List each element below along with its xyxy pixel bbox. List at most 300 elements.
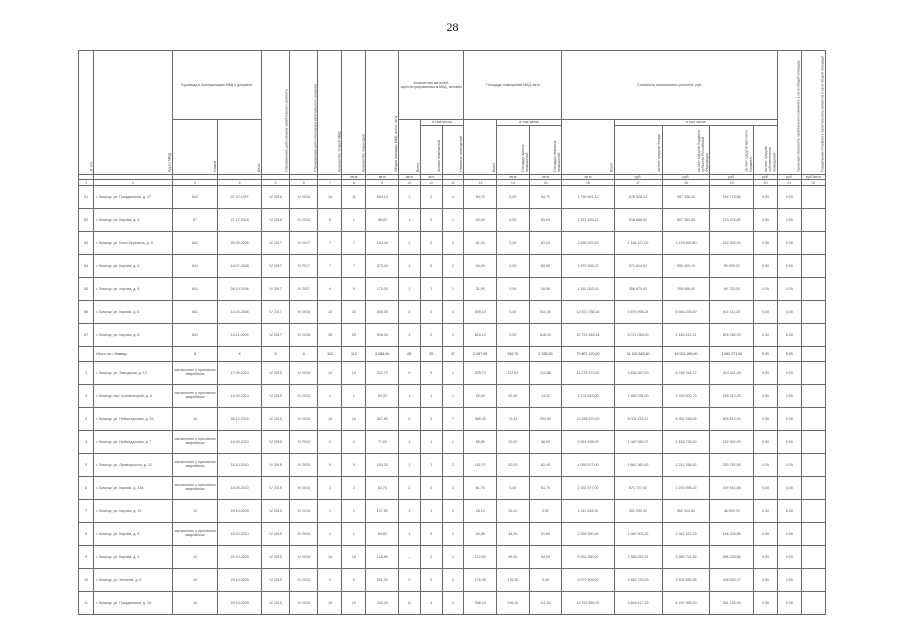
cell-c5: 0,00 [753,385,777,408]
cell-a2: 0,00 [497,255,530,278]
cell-c2: 302 290,32 [614,500,662,523]
cell-n: 1 [79,362,94,385]
cell-n: 63 [79,232,94,255]
cell-en: 16 [342,546,366,569]
cell-a1: 69,00 [464,209,497,232]
cell-r2: 2 [420,523,442,546]
cell-r3: 1 [442,546,464,569]
cell-u: 0,00 [777,255,801,278]
cell-fl: 19 [318,592,342,615]
cell-mat: 57 [172,209,218,232]
cell-c3: 1 436 735,00 [662,431,710,454]
cell-a1: 54,70 [464,186,497,209]
header-row-2 [79,120,826,126]
cell-start: IV 2015 [261,477,289,500]
cell-r1: 3 [399,324,421,347]
cell-c4: 200 762,50 [710,454,754,477]
cell-c2: 871 727,00 [614,477,662,500]
cell-r3: 4 [442,301,464,324]
cell-a1: 365,40 [464,408,497,431]
cell-r1: 1 [399,209,421,232]
unit-cell: кв.м [342,175,366,180]
total-row [79,347,826,362]
cell-c2: 1 040 303,32 [614,523,662,546]
cell-date: 18.10.2010 [218,454,262,477]
cell-end: IV 2016 [290,209,318,232]
cell-n: 66 [79,301,94,324]
unit-cell: руб./кв.м [801,175,825,180]
cell-r3: 2 [442,523,464,546]
cell-a2: 0,00 [497,477,530,500]
cell-addr: Итого по г. Бежецк [94,347,172,362]
cell-mat: 15 [172,408,218,431]
cell-limit [801,278,825,301]
cell-c4: 629 812,00 [710,408,754,431]
cell-u: 0,00 [777,477,801,500]
cell-r3: 2 [442,454,464,477]
cell-a1: 2 267,00 [464,347,497,362]
cell-start: IV 2016 [261,186,289,209]
table-row [79,569,826,592]
cell-a3: 61,70 [529,477,562,500]
header-residents: Количество жителей, зарегистрированных в МКД, человек [399,51,464,120]
cell-c3: 2 211 788,00 [662,454,710,477]
cell-c2: 1 116 127,00 [614,232,662,255]
cell-r2: 1 [420,500,442,523]
unit-cell: чел. [420,175,442,180]
table-row [79,500,826,523]
header-planned-end: Планируемая дата окончания капитального ремонта [290,51,318,175]
cell-c1: 12 721 645,44 [562,324,614,347]
header-commissioning: Год ввода в эксплуатацию МКД и документ [172,51,261,120]
cell-start: IV 2016 [261,209,289,232]
cell-c2: 4 664 417,25 [614,592,662,615]
cell-end: IV 2017 [290,255,318,278]
cell-n: 67 [79,324,94,347]
header-floors: Количество этажей МКД [318,51,342,175]
cell-mat: заключение о признании аварийным [172,454,218,477]
cell-fl: 1 [318,385,342,408]
cell-c3: 6 226 764,72 [662,362,710,385]
cell-mat: заключение о признании аварийным [172,362,218,385]
cell-r2: 1 [420,431,442,454]
cell-a3: 18,90 [529,278,562,301]
cell-date: Х [218,347,262,362]
cell-a1: 116,70 [464,454,497,477]
unit-cell: руб. [710,175,754,180]
cell-addr: г. Бежецк, ул. Нейштадтская, д. 7 [94,431,172,454]
cell-r2: 5 [420,408,442,431]
column-number: 9 [366,180,399,186]
unit-cell: кв.м [497,175,530,180]
cell-fl: 2 [318,477,342,500]
cell-r2: 0 [420,186,442,209]
cell-limit [801,477,825,500]
cell-c2: 4 676 998,24 [614,301,662,324]
cell-mat: 841 [172,255,218,278]
cell-n [79,347,94,362]
table-row [79,385,826,408]
cell-area: 63,70 [366,477,399,500]
cell-c5: 0,00 [753,186,777,209]
cell-c5: 0,00 [753,454,777,477]
cell-c1: 2 651 499,00 [562,431,614,454]
cell-area: 175,00 [366,278,399,301]
header-address: Адрес МКД [94,51,172,175]
cell-area: 2 086,00 [366,347,399,362]
unit-cell: кв.м [562,175,614,180]
cell-r2: 1 [420,385,442,408]
unit-cell: кв.м [529,175,562,180]
cell-end: IV 2017 [290,232,318,255]
cell-c5: 0,00 [753,301,777,324]
cell-a2: 0,00 [497,278,530,301]
column-number: 10 [399,180,421,186]
cell-c2: 4 636 367,00 [614,362,662,385]
cell-c1: 4 093 577,00 [562,454,614,477]
cell-fl: 8 [318,209,342,232]
cell-c4: 286 225,86 [710,546,754,569]
cell-n: 64 [79,255,94,278]
cell-limit [801,408,825,431]
cell-c5: 0,00 [753,209,777,232]
cell-en: 5 [342,454,366,477]
header-cost-group: Стоимость капитального ремонта, руб. [562,51,778,120]
table-row [79,186,826,209]
cell-c4: 46 009,76 [710,500,754,523]
cell-c2: 678 826,13 [614,186,662,209]
cell-start: IV 2017 [261,232,289,255]
header-cost-sub: в том числе [614,120,777,126]
cell-fl: 14 [318,362,342,385]
cell-limit [801,500,825,523]
cell-limit [801,209,825,232]
cell-addr: г. Бежецк, ул. Зеленая, д. 6 [94,569,172,592]
column-number: 13 [464,180,497,186]
column-number: 5 [261,180,289,186]
cell-c5: 0,00 [753,255,777,278]
cell-c5: 0,00 [753,232,777,255]
cell-start: IV 2015 [261,569,289,592]
cell-c5: 0,00 [753,500,777,523]
column-number: 12 [442,180,464,186]
cell-a2: 0,00 [497,301,530,324]
cell-start: IV 2017 [261,255,289,278]
table-row [79,301,826,324]
cell-u: 0,00 [777,232,801,255]
cell-limit [801,255,825,278]
cell-c3: 6 157 995,00 [662,592,710,615]
cell-u: 0,00 [777,546,801,569]
cell-c4: 152 902,00 [710,431,754,454]
cell-u: 0,00 [777,324,801,347]
unit-cell: кв.м [399,175,421,180]
header-area-a: Площадь жилых помещений [497,126,530,175]
header-unit-cost: Удельная стоимость капитального ремонта 1 кв.м общей площади [777,51,801,175]
cell-c2: 518 686,92 [614,209,662,232]
cell-c4: 361 192,09 [710,592,754,615]
cell-r2: 20 [420,347,442,362]
header-area-group: Площадь помещений МКД, кв.м [464,51,562,120]
cell-c5: 0,00 [753,569,777,592]
cell-a2: 0,00 [497,324,530,347]
cell-addr: г. Бежецк, ул. Кирова, д. 8 [94,209,172,232]
header-total-area: Общая площадь МКД, всего, кв.м [366,51,399,175]
unit-cell: руб. [777,175,801,180]
cell-area: 201,02 [366,569,399,592]
cell-r2: 4 [420,592,442,615]
header-c-doc: Номер [172,120,218,175]
cell-a2: 72,43 [497,408,530,431]
cell-c5: 0,00 [753,278,777,301]
cell-r2: 0 [420,232,442,255]
cell-limit [801,592,825,615]
cell-c5: 0,00 [753,324,777,347]
cell-date: 24.10.2009 [218,546,262,569]
header-area-total: Всего [464,120,497,175]
cell-limit [801,347,825,362]
cell-n: 9 [79,546,94,569]
cell-mat: заключение о признании аварийным [172,523,218,546]
cell-mat: заключение о признании аварийным [172,477,218,500]
cell-u: 0,00 [777,569,801,592]
column-number: 2 [94,180,172,186]
cell-n: 10 [79,569,94,592]
cell-addr: г. Бежецк, ул. Кирова, д. 4 [94,546,172,569]
cell-r2: 1 [420,454,442,477]
cell-r3: 4 [442,186,464,209]
cell-c3: 3 280 731,95 [662,546,710,569]
cell-end: IV 2016 [290,186,318,209]
cell-c1: 2 161 477,00 [562,477,614,500]
cell-a3: 816,10 [529,324,562,347]
cell-r2: 9 [420,362,442,385]
cell-u: 0,00 [777,301,801,324]
cell-r1: 1 [399,454,421,477]
cell-u: 0,00 [777,431,801,454]
cell-a3: 212,86 [529,362,562,385]
cell-c5: 0,00 [753,431,777,454]
cell-u: 0,00 [777,347,801,362]
unit-cell: руб. [662,175,710,180]
cell-r1: 4 [399,301,421,324]
cell-r1: 9 [399,362,421,385]
cell-r3: 0 [442,255,464,278]
table-row [79,209,826,232]
cell-r1: 1 [399,523,421,546]
cell-fl: 7 [318,255,342,278]
cell-n: 4 [79,431,94,454]
cell-end: IV 2015 [290,408,318,431]
cell-c3: 3 305 656,28 [662,569,710,592]
cell-c4: 159 312,23 [710,385,754,408]
cell-fl: 5 [318,454,342,477]
table-row [79,255,826,278]
cell-n: 8 [79,523,94,546]
cell-r3: 1 [442,385,464,408]
cell-addr: г. Бежецк, ул. Заводская, д. 10 [94,362,172,385]
cell-a2: 42,20 [497,385,530,408]
header-cost-a: за счет средств Фонда [614,126,662,175]
header-cost-b: за счет средств бюджета субъекта Российской Федерации [662,126,710,175]
cell-area: 321,70 [366,362,399,385]
cell-limit [801,301,825,324]
cell-c3: 1 042 422,19 [662,523,710,546]
cell-a3: 21,60 [529,523,562,546]
cell-c3: 2 445 512,31 [662,324,710,347]
cell-r3: 37 [442,347,464,362]
cell-c1: 70 807 470,00 [562,347,614,362]
cell-fl: 1 [318,500,342,523]
cell-limit [801,546,825,569]
cell-fl: 112 [318,347,342,362]
cell-addr: г. Бежецк, ул. Кирова, д. 8 [94,278,172,301]
cell-a3: 62,40 [529,454,562,477]
cell-u: 0,00 [777,278,801,301]
cell-addr: г. Бежецк, ул. Кирова, д. 43а [94,477,172,500]
column-number: 16 [562,180,614,186]
header-area-sub: в том числе [497,120,562,126]
cell-r3: 4 [442,592,464,615]
cell-r1: 1 [399,232,421,255]
cell-date: 18.09.2010 [218,477,262,500]
cell-start: IV 2017 [261,278,289,301]
cell-c1: 12 536 570,00 [562,408,614,431]
cell-date: 18.09.2010 [218,385,262,408]
cell-area: 343,20 [366,592,399,615]
cell-date: 26.09.2006 [218,232,262,255]
cell-a3: 54,70 [529,186,562,209]
cell-c1: 1 870 305,02 [562,255,614,278]
cell-date: 18.07.2008 [218,255,262,278]
cell-en: 1 [342,523,366,546]
header-cost-d: за счет средств собственников помещений [753,126,777,175]
cell-mat: 841 [172,186,218,209]
cell-date: 17.09.2010 [218,362,262,385]
cell-end: IV 2015 [290,454,318,477]
cell-c1: 2 835 297,62 [562,232,614,255]
cell-end: IV 2018 [290,301,318,324]
cell-c1: 3 176 643,00 [562,385,614,408]
column-number: 8 [342,180,366,186]
cell-mat: 15 [172,500,218,523]
cell-mat: заключение о признании аварийным [172,385,218,408]
cell-c1: 2 928 950,00 [562,523,614,546]
cell-c4: 95 000,00 [710,255,754,278]
cell-mat: 15 [172,592,218,615]
header-res-total: Всего [399,120,421,175]
cell-n: 61 [79,186,94,209]
cell-a1: 609,10 [464,301,497,324]
cell-r1: 12 [399,592,421,615]
cell-a1: 62,00 [464,385,497,408]
cell-c2: 2 365 292,21 [614,546,662,569]
header-limit-cost: Предельная стоимость капитального ремонта 1 кв.м общей площади [801,51,825,175]
cell-fl: 9 [318,569,342,592]
cell-r1: 1 [399,500,421,523]
cell-c4: 876 282,29 [710,324,754,347]
cell-c2: 1 060 555,07 [614,431,662,454]
cell-c5: 0,00 [753,477,777,500]
cell-area: 90,30 [366,385,399,408]
cell-c4: 99 732,00 [710,278,754,301]
cell-end: IV 2015 [290,362,318,385]
cell-addr: г. Бежецк, ул. Кирова, д. 19 [94,500,172,523]
cell-en: 2 [342,431,366,454]
cell-r1: 2 [399,477,421,500]
table-row [79,546,826,569]
cell-mat: 15 [172,546,218,569]
cell-en: 1 [342,209,366,232]
table-row [79,523,826,546]
cell-area: 77,90 [366,431,399,454]
cell-a3: 1 335,30 [529,347,562,362]
cell-mat: заключение о признании аварийным [172,431,218,454]
cell-en: 19 [342,592,366,615]
cell-start: IV 2015 [261,454,289,477]
cell-c5: 0,00 [753,546,777,569]
cell-c4: 143 375,80 [710,209,754,232]
cell-a2: 932,70 [497,347,530,362]
cell-end: IV 2015 [290,431,318,454]
header-entrances: Количество подъездов [342,51,366,175]
cell-r3: 2 [442,477,464,500]
cell-n: 3 [79,408,94,431]
cell-end: IV 2015 [290,592,318,615]
cell-a1: 26,10 [464,500,497,523]
cell-date: 29.10.2009 [218,569,262,592]
cell-a1: 816,10 [464,324,497,347]
column-number: 15 [529,180,562,186]
cell-c3: 6 563 226,00 [662,301,710,324]
cell-n: 5 [79,454,94,477]
cell-r1: 0 [399,408,421,431]
cell-u: 0,00 [777,385,801,408]
header-row-num: № п/п [79,51,94,175]
table-row [79,324,826,347]
cell-date: 26.12.2016 [218,408,262,431]
cell-area: 65,80 [366,523,399,546]
cell-a2: 26,10 [497,500,530,523]
cell-c1: 11 276 473,00 [562,362,614,385]
cell-c2: 1 266 334,00 [614,385,662,408]
cell-r1: 65 [399,347,421,362]
cell-r3: 2 [442,431,464,454]
cell-c4: 102 436,00 [710,232,754,255]
cell-a2: 176,30 [497,569,530,592]
cell-en: 9 [342,569,366,592]
cell-limit [801,454,825,477]
cell-fl: 4 [318,278,342,301]
cell-r2: 0 [420,324,442,347]
cell-fl: 1 [318,523,342,546]
cell-area: 126,60 [366,546,399,569]
cell-end: IV 2015 [290,569,318,592]
page-number: 28 [446,20,459,34]
cell-a1: 31,90 [464,278,497,301]
cell-addr: г. Бежецк, ул. Гражданская, д. 27 [94,186,172,209]
table-row [79,408,826,431]
cell-limit [801,385,825,408]
cell-r2: 0 [420,546,442,569]
cell-c4: 109 941,85 [710,477,754,500]
cell-c1: 1 790 941,12 [562,186,614,209]
cell-en: 11 [342,186,366,209]
capital-repair-table [78,50,826,615]
cell-end: IV 2015 [290,523,318,546]
cell-start: IV 2015 [261,362,289,385]
cell-r1: 1 [399,278,421,301]
